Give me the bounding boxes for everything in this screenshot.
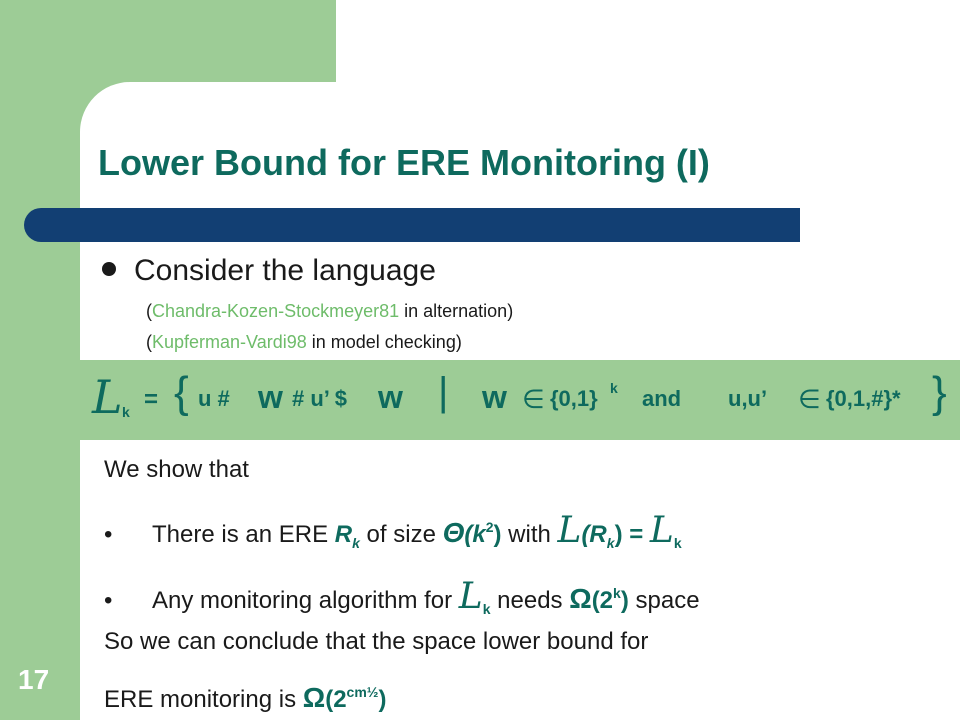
citation-context: in model checking) <box>306 332 462 352</box>
formula-and: and <box>642 386 682 411</box>
math-arg: (2 <box>591 587 614 614</box>
list-item <box>104 510 682 551</box>
citation-reference: Kupferman-Vardi98 <box>152 332 307 352</box>
citation-line <box>146 332 462 353</box>
formula-subscript: k <box>122 404 130 420</box>
citation-reference: Chandra-Kozen-Stockmeyer81 <box>152 301 400 321</box>
item-text: There is an ERE <box>152 521 335 548</box>
math-script-L: L <box>557 510 582 551</box>
math-theta: Θ <box>442 517 465 548</box>
formula-script-L: L <box>92 370 123 424</box>
math-omega: Ω <box>569 583 592 614</box>
formula-w: w <box>482 379 507 415</box>
math-subscript: k <box>482 601 491 617</box>
math-subscript: k <box>606 535 615 551</box>
list-item <box>104 576 700 617</box>
formula-open-brace: { <box>174 368 189 417</box>
conclusion-line: So we can conclude that the space lower bound for <box>104 628 649 655</box>
top-green-block <box>80 0 336 82</box>
math-arg-close: ) <box>620 587 629 614</box>
math-arg: (R <box>581 521 607 548</box>
citation-line <box>146 301 513 322</box>
math-arg: (k <box>464 521 486 548</box>
formula-equals: = <box>144 386 159 413</box>
item-text: needs <box>490 587 570 614</box>
item-text: Any monitoring algorithm for <box>152 587 459 614</box>
formula-alphabet-star: {0,1,#}* <box>826 386 901 411</box>
formula-u-u-prime: u,u’ <box>728 386 768 411</box>
math-arg: (2 <box>325 686 347 713</box>
conclusion-text: ERE monitoring is <box>104 686 303 713</box>
page-number: 17 <box>18 664 50 695</box>
item-text: space <box>628 587 700 614</box>
conclusion-line <box>104 682 386 714</box>
formula-close-brace: } <box>932 368 947 417</box>
math-omega: Ω <box>302 682 326 713</box>
math-arg-close: ) <box>493 521 502 548</box>
math-subscript: k <box>673 535 682 551</box>
formula-superscript: k <box>610 380 618 396</box>
math-equals: = <box>622 521 650 548</box>
bullet-icon: • <box>104 521 113 548</box>
language-definition-formula <box>92 368 952 432</box>
math-script-L: L <box>458 576 483 617</box>
math-superscript: k <box>613 585 621 601</box>
math-R: R <box>334 521 353 548</box>
item-text: of size <box>359 521 443 548</box>
we-show-heading: We show that <box>104 456 249 483</box>
slide-title: Lower Bound for ERE Monitoring (I) <box>98 142 710 183</box>
title-underline-bar <box>24 208 800 242</box>
bullet-icon: • <box>104 587 113 614</box>
math-subscript: k <box>352 535 360 551</box>
left-green-bar <box>0 0 80 720</box>
citation-open-paren: ( <box>146 332 152 352</box>
citation-open-paren: ( <box>146 301 152 321</box>
formula-w: w <box>378 379 403 415</box>
element-of-symbol: ∈ <box>798 384 821 414</box>
item-text: with <box>501 521 558 548</box>
formula-hash-u-dollar: # u’ $ <box>292 386 348 411</box>
formula-u-hash: u # <box>198 386 230 411</box>
math-script-L: L <box>649 510 674 551</box>
citation-context: in alternation) <box>399 301 514 321</box>
formula-binary-set: {0,1} <box>550 386 598 411</box>
main-bullet-text: Consider the language <box>134 254 436 287</box>
formula-w: w <box>258 379 283 415</box>
element-of-symbol: ∈ <box>522 384 545 414</box>
formula-such-that-bar: | <box>438 370 449 414</box>
bullet-dot-icon <box>102 262 116 276</box>
math-arg-close: ) <box>614 521 623 548</box>
math-superscript: 2 <box>485 519 494 535</box>
math-arg-close: ) <box>378 686 387 713</box>
math-superscript: cm½ <box>346 684 379 700</box>
